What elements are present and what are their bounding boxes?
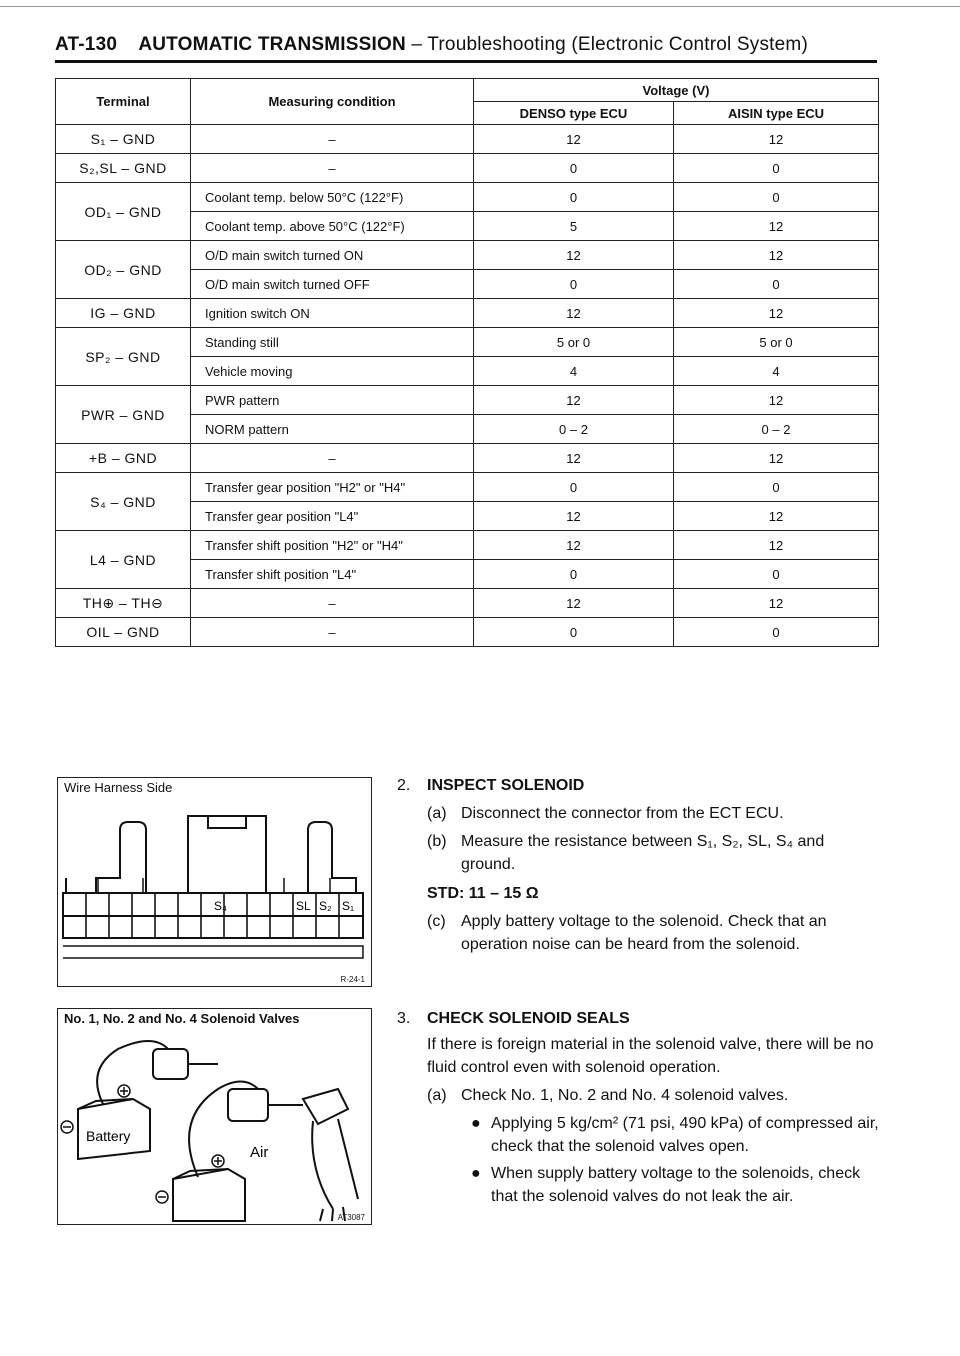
pin-s4: S₄ [214, 899, 227, 913]
terminal-cell: SP₂ – GND [56, 328, 191, 386]
condition-cell: Coolant temp. below 50°C (122°F) [191, 183, 474, 212]
aisin-voltage-cell: 0 [674, 560, 879, 589]
step-b [427, 830, 879, 876]
section-inspect-solenoid [397, 774, 879, 956]
table-row [56, 125, 879, 154]
step-text: Disconnect the connector from the ECT ECU. [461, 805, 784, 822]
connector-diagram [58, 778, 371, 986]
section-intro: If there is foreign material in the solenoid valve, there will be no fluid control even with solenoid operation. [427, 1036, 874, 1076]
aisin-voltage-cell: 4 [674, 357, 879, 386]
table-row [56, 589, 879, 618]
table-row [56, 618, 879, 647]
condition-cell: – [191, 589, 474, 618]
denso-voltage-cell: 5 [474, 212, 674, 241]
header-rule [55, 60, 877, 63]
denso-voltage-cell: 0 [474, 473, 674, 502]
step-label: (a) [427, 1087, 447, 1104]
terminal-cell: S₁ – GND [56, 125, 191, 154]
denso-voltage-cell: 0 [474, 618, 674, 647]
aisin-voltage-cell: 12 [674, 125, 879, 154]
table-row [56, 183, 879, 212]
terminal-cell: OD₁ – GND [56, 183, 191, 241]
condition-cell: Standing still [191, 328, 474, 357]
denso-voltage-cell: 12 [474, 589, 674, 618]
aisin-voltage-cell: 0 [674, 270, 879, 299]
section-title: AUTOMATIC TRANSMISSION [138, 34, 406, 55]
step-label: (b) [427, 833, 447, 850]
terminal-cell: +B – GND [56, 444, 191, 473]
condition-cell: – [191, 444, 474, 473]
table-body [56, 125, 879, 647]
top-rule [0, 6, 960, 7]
condition-cell: Transfer shift position "H2" or "H4" [191, 531, 474, 560]
wire-harness-figure [57, 777, 372, 987]
aisin-voltage-cell: 12 [674, 241, 879, 270]
table-row [56, 444, 879, 473]
table-row [56, 473, 879, 502]
solenoid-test-illustration [58, 1009, 371, 1224]
std-resistance: STD: 11 – 15 Ω [427, 885, 539, 902]
bullet-item [461, 1112, 879, 1158]
aisin-voltage-cell: 5 or 0 [674, 328, 879, 357]
terminal-cell: TH⊕ – TH⊖ [56, 589, 191, 618]
aisin-voltage-cell: 0 [674, 473, 879, 502]
aisin-voltage-cell: 12 [674, 444, 879, 473]
condition-cell: Transfer gear position "H2" or "H4" [191, 473, 474, 502]
denso-voltage-cell: 4 [474, 357, 674, 386]
section-number: 2. [397, 777, 411, 794]
aisin-voltage-cell: 0 [674, 618, 879, 647]
step-text: Apply battery voltage to the solenoid. Check that an operation noise can be heard from the solenoid. [461, 913, 827, 953]
section-check-solenoid-seals [397, 1007, 879, 1208]
aisin-voltage-cell: 0 [674, 183, 879, 212]
bullet-text: Applying 5 kg/cm² (71 psi, 490 kPa) of compressed air, check that the solenoid valves open. [491, 1115, 879, 1155]
aisin-voltage-cell: 0 [674, 154, 879, 183]
pin-sl: SL [296, 899, 311, 913]
denso-voltage-cell: 0 [474, 183, 674, 212]
terminal-cell: OIL – GND [56, 618, 191, 647]
bullet-icon: ● [471, 1165, 481, 1182]
table-row [56, 386, 879, 415]
col-denso: DENSO type ECU [474, 102, 674, 125]
figure-code: R-24-1 [340, 975, 365, 984]
terminal-cell: S₂,SL – GND [56, 154, 191, 183]
solenoid-valves-figure [57, 1008, 372, 1225]
aisin-voltage-cell: 12 [674, 386, 879, 415]
step-label: (c) [427, 913, 446, 930]
step-c [427, 910, 879, 956]
aisin-voltage-cell: 12 [674, 589, 879, 618]
denso-voltage-cell: 0 – 2 [474, 415, 674, 444]
voltage-table [55, 78, 879, 647]
condition-cell: – [191, 125, 474, 154]
condition-cell: Coolant temp. above 50°C (122°F) [191, 212, 474, 241]
condition-cell: PWR pattern [191, 386, 474, 415]
pin-s1: S₁ [342, 899, 355, 913]
figure-code: AT3087 [337, 1213, 365, 1222]
aisin-voltage-cell: 12 [674, 502, 879, 531]
condition-cell: Vehicle moving [191, 357, 474, 386]
condition-cell: – [191, 618, 474, 647]
terminal-cell: OD₂ – GND [56, 241, 191, 299]
step-a [427, 802, 879, 825]
bullet-item [461, 1162, 879, 1208]
denso-voltage-cell: 0 [474, 270, 674, 299]
denso-voltage-cell: 12 [474, 531, 674, 560]
col-terminal: Terminal [56, 79, 191, 125]
table-row [56, 299, 879, 328]
denso-voltage-cell: 12 [474, 125, 674, 154]
air-label: Air [250, 1144, 269, 1161]
table-row [56, 328, 879, 357]
step-label: (a) [427, 805, 447, 822]
col-aisin: AISIN type ECU [674, 102, 879, 125]
col-voltage: Voltage (V) [474, 79, 879, 102]
aisin-voltage-cell: 12 [674, 299, 879, 328]
page-id: AT-130 [55, 34, 118, 55]
step-a [427, 1084, 879, 1107]
section-subtitle: – Troubleshooting (Electronic Control System) [411, 34, 808, 55]
section-title: INSPECT SOLENOID [427, 777, 585, 794]
section-title: CHECK SOLENOID SEALS [427, 1010, 630, 1027]
condition-cell: Transfer shift position "L4" [191, 560, 474, 589]
figure-label: No. 1, No. 2 and No. 4 Solenoid Valves [64, 1011, 300, 1026]
terminal-cell: S₄ – GND [56, 473, 191, 531]
denso-voltage-cell: 12 [474, 241, 674, 270]
denso-voltage-cell: 12 [474, 444, 674, 473]
battery-label: Battery [86, 1128, 131, 1144]
condition-cell: NORM pattern [191, 415, 474, 444]
step-text: Check No. 1, No. 2 and No. 4 solenoid valves. [461, 1087, 789, 1104]
condition-cell: O/D main switch turned ON [191, 241, 474, 270]
figure-label: Wire Harness Side [64, 780, 173, 795]
denso-voltage-cell: 12 [474, 386, 674, 415]
col-condition: Measuring condition [191, 79, 474, 125]
step-a-bullets [427, 1112, 879, 1208]
aisin-voltage-cell: 12 [674, 212, 879, 241]
terminal-cell: PWR – GND [56, 386, 191, 444]
condition-cell: Transfer gear position "L4" [191, 502, 474, 531]
denso-voltage-cell: 0 [474, 560, 674, 589]
table-row [56, 241, 879, 270]
bullet-icon: ● [471, 1115, 481, 1132]
step-text: Measure the resistance between S₁, S₂, SL, S₄ and ground. [461, 833, 825, 873]
table-row [56, 154, 879, 183]
table-header [56, 79, 879, 125]
table-row [56, 531, 879, 560]
page-header [55, 34, 808, 56]
bullet-text: When supply battery voltage to the solenoids, check that the solenoid valves do not leak the air. [491, 1165, 861, 1205]
terminal-cell: IG – GND [56, 299, 191, 328]
condition-cell: – [191, 154, 474, 183]
pin-s2: S₂ [319, 899, 332, 913]
aisin-voltage-cell: 12 [674, 531, 879, 560]
denso-voltage-cell: 0 [474, 154, 674, 183]
terminal-cell: L4 – GND [56, 531, 191, 589]
condition-cell: Ignition switch ON [191, 299, 474, 328]
denso-voltage-cell: 12 [474, 502, 674, 531]
condition-cell: O/D main switch turned OFF [191, 270, 474, 299]
aisin-voltage-cell: 0 – 2 [674, 415, 879, 444]
denso-voltage-cell: 12 [474, 299, 674, 328]
section-number: 3. [397, 1010, 411, 1027]
denso-voltage-cell: 5 or 0 [474, 328, 674, 357]
